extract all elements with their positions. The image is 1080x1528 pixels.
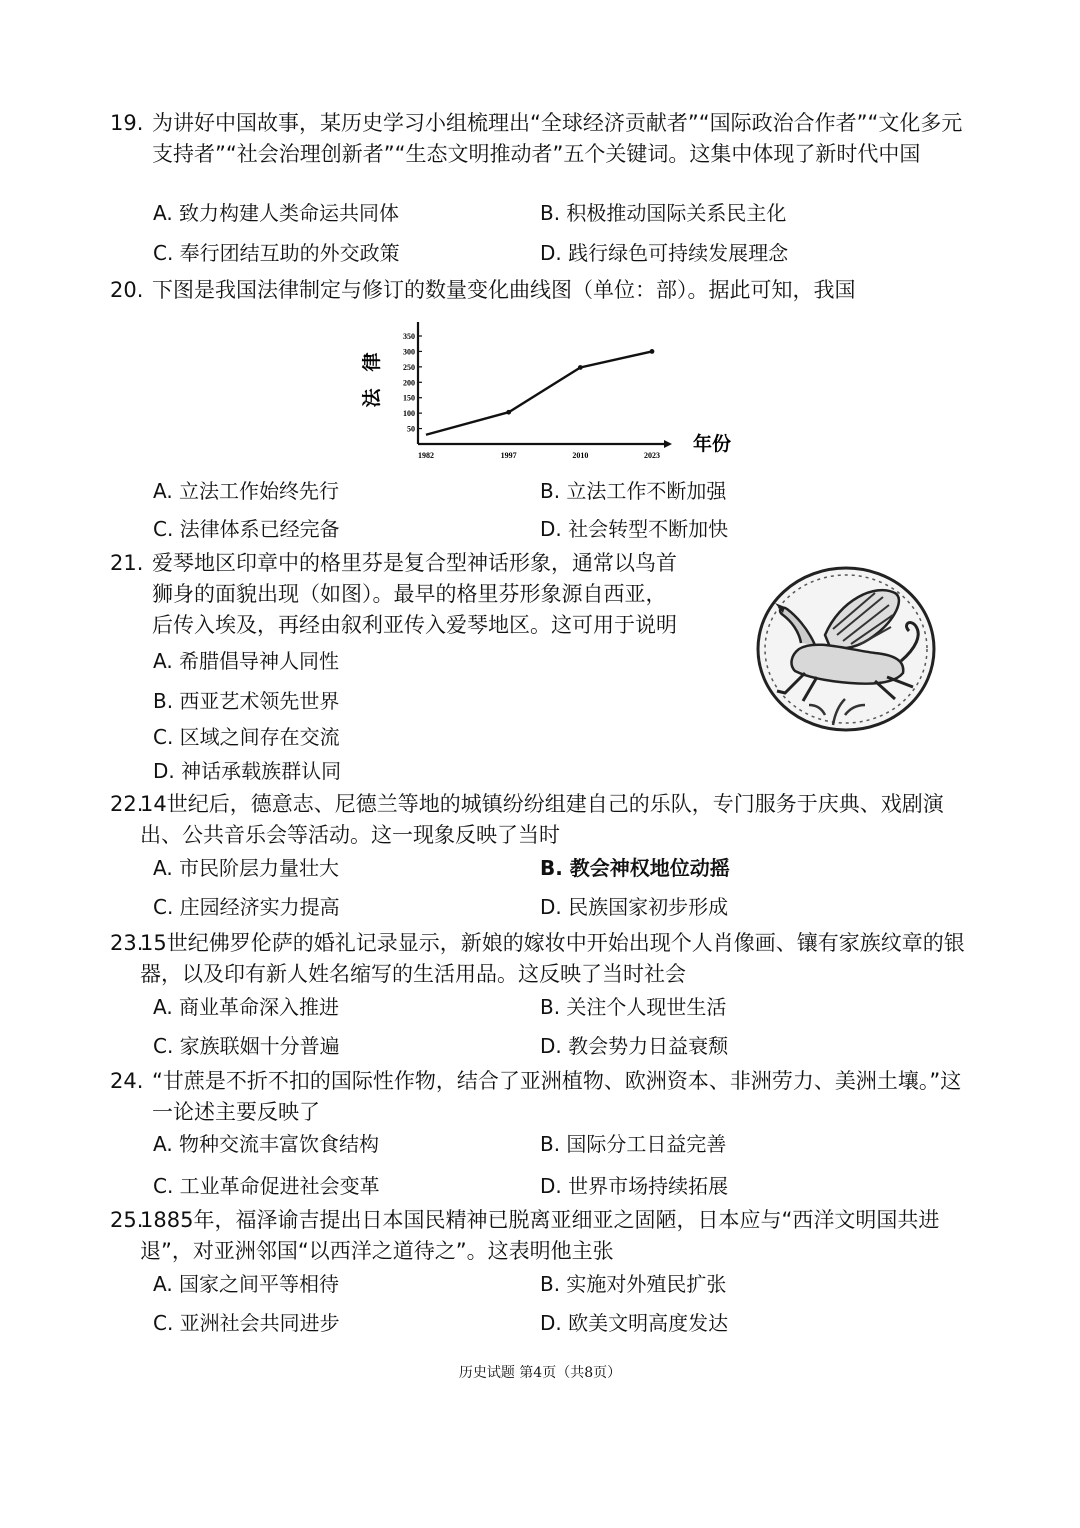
question-stem-line: 狮身的面貌出现（如图）。最早的格里芬形象源自西亚， bbox=[152, 582, 667, 606]
y-tick-label: 150 bbox=[403, 393, 415, 403]
question-number: 19. bbox=[110, 111, 144, 135]
question-23 bbox=[110, 928, 970, 990]
option-c[interactable]: C. 区域之间存在交流 bbox=[153, 725, 340, 749]
question-22 bbox=[110, 789, 970, 851]
option-a[interactable]: A. 市民阶层力量壮大 bbox=[153, 856, 340, 880]
x-tick-label: 1997 bbox=[500, 451, 517, 460]
option-b[interactable]: B. 关注个人现世生活 bbox=[540, 995, 727, 1019]
option-b[interactable]: B. 实施对外殖民扩张 bbox=[540, 1272, 727, 1296]
y-tick-label: 250 bbox=[403, 362, 415, 372]
option-d[interactable]: D. 神话承载族群认同 bbox=[153, 759, 342, 783]
option-c[interactable]: C. 工业革命促进社会变革 bbox=[153, 1174, 380, 1198]
option-c[interactable]: C. 法律体系已经完备 bbox=[153, 517, 340, 541]
option-b[interactable]: B. 国际分工日益完善 bbox=[540, 1132, 727, 1156]
option-c[interactable]: C. 庄园经济实力提高 bbox=[153, 895, 340, 919]
question-stem: 下图是我国法律制定与修订的数量变化曲线图（单位：部）。据此可知，我国 bbox=[152, 278, 856, 302]
chart-marks bbox=[426, 349, 654, 435]
question-20 bbox=[110, 275, 970, 306]
y-axis-label: 法 bbox=[362, 388, 383, 408]
option-d[interactable]: D. 世界市场持续拓展 bbox=[540, 1174, 729, 1198]
question-number: 25. bbox=[110, 1208, 144, 1232]
series-line bbox=[426, 351, 652, 434]
question-number: 23. bbox=[110, 931, 144, 955]
question-number: 24. bbox=[110, 1069, 144, 1093]
x-axis-arrow bbox=[664, 440, 672, 448]
data-point bbox=[578, 365, 583, 370]
option-d[interactable]: D. 欧美文明高度发达 bbox=[540, 1311, 729, 1335]
law-count-chart bbox=[350, 322, 750, 472]
y-tick-label: 300 bbox=[403, 347, 415, 357]
question-number: 20. bbox=[110, 278, 144, 302]
question-stem: 15世纪佛罗伦萨的婚礼记录显示，新娘的嫁妆中开始出现个人肖像画、镶有家族纹章的银器，以及印有新人姓名缩写的生活用品。这反映了当时社会 bbox=[140, 931, 965, 986]
griffin-seal-image bbox=[755, 565, 937, 733]
y-tick-label: 100 bbox=[403, 409, 415, 419]
y-axis-label: 律 bbox=[362, 352, 383, 372]
data-point bbox=[650, 349, 655, 354]
chart-axes bbox=[360, 322, 731, 460]
question-25 bbox=[110, 1205, 970, 1267]
question-stem: 14世纪后，德意志、尼德兰等地的城镇纷纷组建自己的乐队，专门服务于庆典、戏剧演出、公共音乐会等活动。这一现象反映了当时 bbox=[140, 792, 944, 847]
x-tick-label: 1982 bbox=[418, 451, 434, 460]
page-footer: 历史试题 第4页（共8页） bbox=[458, 1365, 622, 1381]
option-c[interactable]: C. 奉行团结互助的外交政策 bbox=[153, 241, 400, 265]
option-d[interactable]: D. 社会转型不断加快 bbox=[540, 517, 729, 541]
question-21 bbox=[110, 548, 710, 641]
option-d[interactable]: D. 民族国家初步形成 bbox=[540, 895, 729, 919]
question-stem-line: 爱琴地区印章中的格里芬是复合型神话形象，通常以鸟首 bbox=[152, 551, 677, 575]
y-tick-label: 200 bbox=[403, 378, 415, 388]
question-stem-line: 后传入埃及，再经由叙利亚传入爱琴地区。这可用于说明 bbox=[152, 613, 677, 637]
y-tick-label: 350 bbox=[403, 332, 415, 341]
option-d[interactable]: D. 教会势力日益衰颓 bbox=[540, 1034, 729, 1058]
option-a[interactable]: A. 商业革命深入推进 bbox=[153, 995, 340, 1019]
question-24 bbox=[110, 1066, 970, 1128]
option-a[interactable]: A. 物种交流丰富饮食结构 bbox=[153, 1132, 380, 1156]
question-19 bbox=[110, 108, 970, 170]
option-b[interactable]: B. 积极推动国际关系民主化 bbox=[540, 201, 787, 225]
option-a[interactable]: A. 国家之间平等相待 bbox=[153, 1272, 340, 1296]
option-a[interactable]: A. 希腊倡导神人同性 bbox=[153, 649, 340, 673]
x-tick-label: 2010 bbox=[572, 451, 589, 460]
option-c[interactable]: C. 亚洲社会共同进步 bbox=[153, 1311, 340, 1335]
question-number: 21. bbox=[110, 551, 144, 575]
option-c[interactable]: C. 家族联姻十分普遍 bbox=[153, 1034, 340, 1058]
option-b[interactable]: B. 西亚艺术领先世界 bbox=[153, 689, 340, 713]
data-point bbox=[506, 410, 511, 415]
question-stem: 1885年，福泽谕吉提出日本国民精神已脱离亚细亚之固陋，日本应与“西洋文明国共进退”，对亚洲邻国“以西洋之道待之”。这表明他主张 bbox=[140, 1208, 940, 1263]
option-b[interactable]: B. 教会神权地位动摇 bbox=[540, 856, 730, 880]
y-tick-label: 50 bbox=[407, 424, 415, 434]
option-d[interactable]: D. 践行绿色可持续发展理念 bbox=[540, 241, 789, 265]
question-stem: 为讲好中国故事，某历史学习小组梳理出“全球经济贡献者”“国际政治合作者”“文化多元支持者”“社会治理创新者”“生态文明推动者”五个关键词。这集中体现了新时代中国 bbox=[152, 111, 963, 166]
x-tick-label: 2023 bbox=[644, 451, 660, 460]
question-stem: “甘蔗是不折不扣的国际性作物，结合了亚洲植物、欧洲资本、非洲劳力、美洲土壤。”这一论述主要反映了 bbox=[152, 1069, 962, 1124]
option-a[interactable]: A. 致力构建人类命运共同体 bbox=[153, 201, 400, 225]
question-number: 22. bbox=[110, 792, 144, 816]
option-b[interactable]: B. 立法工作不断加强 bbox=[540, 479, 727, 503]
x-axis-label: 年份 bbox=[692, 434, 732, 455]
option-a[interactable]: A. 立法工作始终先行 bbox=[153, 479, 340, 503]
